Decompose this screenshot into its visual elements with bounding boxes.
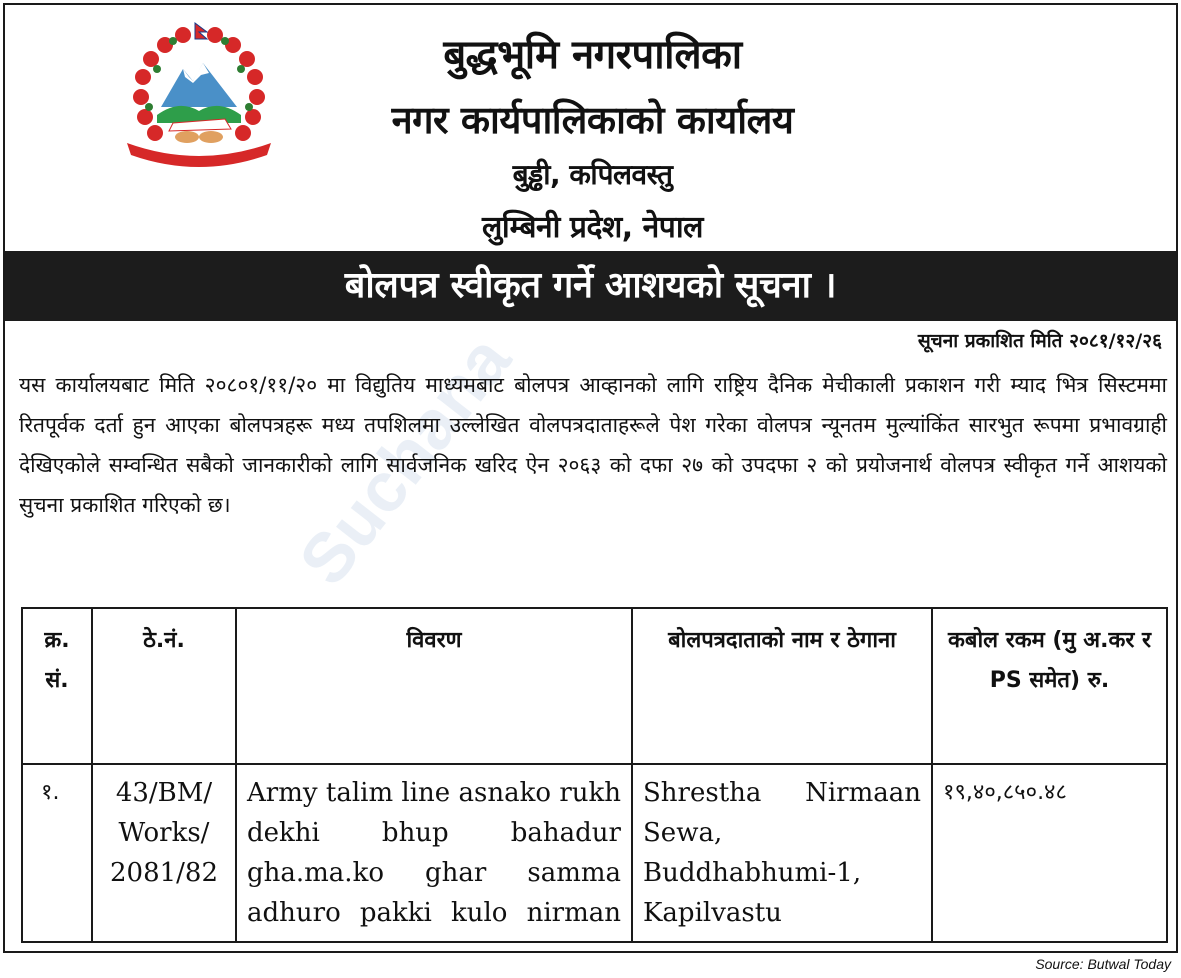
published-date: सूचना प्रकाशित मिति २०८१/१२/२६ [917, 330, 1162, 352]
header-bidder: बोलपत्रदाताको नाम र ठेगाना [632, 608, 932, 764]
notice-frame [3, 3, 1178, 953]
cell-serial: १. [22, 764, 92, 942]
cell-description: Army talim line asnako rukh dekhi bhup bahadur gha.ma.ko ghar samma adhuro pakki kulo nirman [236, 764, 632, 942]
province-country: लुम्बिनी प्रदेश, नेपाल [482, 210, 703, 245]
cell-amount: १९,४०,८५०.४८ [932, 764, 1167, 942]
notice-header [5, 5, 1176, 249]
table-row [22, 764, 1167, 942]
source-credit: Source: Butwal Today [1035, 956, 1171, 972]
office-name: नगर कार्यपालिकाको कार्यालय [391, 98, 794, 142]
notice-title: बोलपत्र स्वीकृत गर्ने आशयको सूचना । [5, 251, 1176, 321]
cell-bidder: Shrestha Nirmaan Sewa, Buddhabhumi-1, Kapilvastu [632, 764, 932, 942]
cell-contract-no: 43/BM/ Works/ 2081/82 [92, 764, 236, 942]
table-header-row [22, 608, 1167, 764]
header-amount: कबोल रकम (मु अ.कर र PS समेत) रु. [932, 608, 1167, 764]
municipality-name: बुद्धभूमि नगरपालिका [443, 32, 742, 78]
office-address: बुड्ढी, कपिलवस्तु [512, 158, 673, 191]
header-serial: क्र. सं. [22, 608, 92, 764]
header-description: विवरण [236, 608, 632, 764]
header-contract-no: ठे.नं. [92, 608, 236, 764]
watermark: Suchana [284, 321, 526, 600]
bid-table [21, 607, 1168, 943]
notice-body: यस कार्यालयबाट मिति २०८०१/११/२० मा विद्युतिय माध्यमबाट बोलपत्र आव्हानको लागि राष्ट्रिय दैनिक मेचीकाली प्रकाशन गरी म्याद भित्र सिस्टममा रितपूर्वक दर्ता हुन आएका बोलपत्रहरू मध्य तपशिलमा उल्लेखित वोलपत्रदाताहरूले पेश गरेका वोलपत्र न्यूनतम मुल्यांकिंत सारभुत रूपमा प्रभावग्राही देखिएकोले सम्वन्धित सबैको जानकारीको लागि सार्वजनिक खरिद ऐन २०६३ को दफा २७ को उपदफा २ को प्रयोजनार्थ वोलपत्र स्वीकृत गर्ने आशयको सुचना प्रकाशित गरिएको छ। [19, 373, 1167, 517]
